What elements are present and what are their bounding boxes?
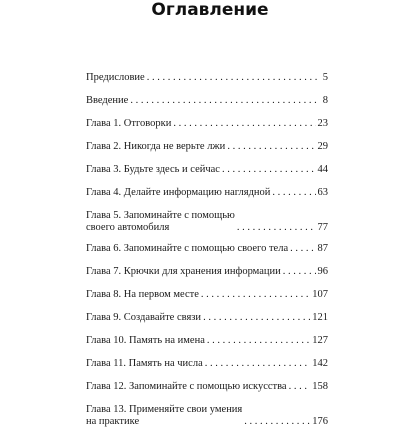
toc-page-number: 8 [322,95,328,106]
toc-entry [86,72,328,84]
toc-page-number: 44 [317,164,328,175]
toc-entry-title-line: Введение [86,95,129,106]
toc-entry-title-line: Глава 4. Делайте информацию наглядной [86,187,271,198]
toc-entry [86,210,328,234]
toc-entry-title [86,210,235,234]
dot-leader [173,118,315,130]
toc-entry-title [86,187,270,199]
toc-page-number: 107 [312,289,328,300]
toc-entry-title [86,141,225,153]
toc-entry [86,358,328,370]
toc-entry [86,95,328,107]
toc-page-number: 127 [312,335,328,346]
toc-entry-title [86,72,145,84]
toc-entry-title-line: Глава 11. Память на числа [86,358,203,369]
toc-page-number: 176 [312,416,328,427]
toc-entry-title-line: своего автомобиля [86,222,170,233]
toc-entry [86,381,328,393]
toc-page-number: 142 [312,358,328,369]
toc-entry-title-line: Глава 13. Применяйте свои умения [86,404,243,415]
toc-entry-title [86,381,287,393]
toc-entry [86,164,328,176]
dot-leader [237,222,316,234]
dot-leader [227,141,315,153]
toc-entry [86,187,328,199]
toc-entry-title-line: Глава 6. Запоминайте с помощью своего тела [86,243,289,254]
toc-entry-title-line: Глава 8. На первом месте [86,289,199,300]
dot-leader [244,416,310,428]
toc-page-number: 29 [317,141,328,152]
toc-entry-title [86,404,242,428]
toc-entry-title-line: на практике [86,416,140,427]
toc-entry [86,335,328,347]
dot-leader [205,358,311,370]
toc-entry-title-line: Глава 3. Будьте здесь и сейчас [86,164,220,175]
dot-leader [290,243,315,255]
toc-entry [86,312,328,324]
toc-entry-title-line: Глава 9. Создавайте связи [86,312,202,323]
toc-entry [86,141,328,153]
dot-leader [207,335,310,347]
dot-leader [147,72,318,84]
dot-leader [272,187,315,199]
toc-entry-title [86,266,281,278]
toc-entry [86,289,328,301]
toc-entry-title [86,289,199,301]
toc-entry-title [86,335,205,347]
dot-leader [201,289,310,301]
toc-entry-title [86,95,128,107]
toc-page-number: 63 [317,187,328,198]
toc-entry-title [86,164,220,176]
toc-entry [86,404,328,428]
dot-leader [222,164,316,176]
toc-page-number: 77 [317,222,328,233]
toc-entry-title-line: Предисловие [86,72,145,83]
toc-entry-title [86,118,171,130]
dot-leader [130,95,318,107]
table-of-contents [86,72,328,437]
dot-leader [289,381,311,393]
toc-entry-title [86,312,201,324]
toc-page-number: 158 [312,381,328,392]
toc-entry [86,118,328,130]
toc-page-number: 96 [317,266,328,277]
toc-entry-title-line: Глава 10. Память на имена [86,335,205,346]
dot-leader [283,266,316,278]
toc-entry [86,266,328,278]
toc-entry-title-line: Глава 1. Отговорки [86,118,172,129]
toc-entry-title-line: Глава 12. Запоминайте с помощью искусства [86,381,287,392]
toc-entry-title-line: Глава 7. Крючки для хранения информации [86,266,281,277]
toc-entry-title-line: Глава 2. Никогда не верьте лжи [86,141,226,152]
toc-page-number: 23 [317,118,328,129]
toc-entry-title [86,243,288,255]
toc-entry-title [86,358,203,370]
toc-page-number: 87 [317,243,328,254]
toc-page-number: 121 [312,312,328,323]
page-title: Оглавление [151,0,269,20]
dot-leader [203,312,310,324]
toc-entry [86,243,328,255]
toc-page-number: 5 [322,72,328,83]
toc-entry-title-line: Глава 5. Запоминайте с помощью [86,210,235,221]
